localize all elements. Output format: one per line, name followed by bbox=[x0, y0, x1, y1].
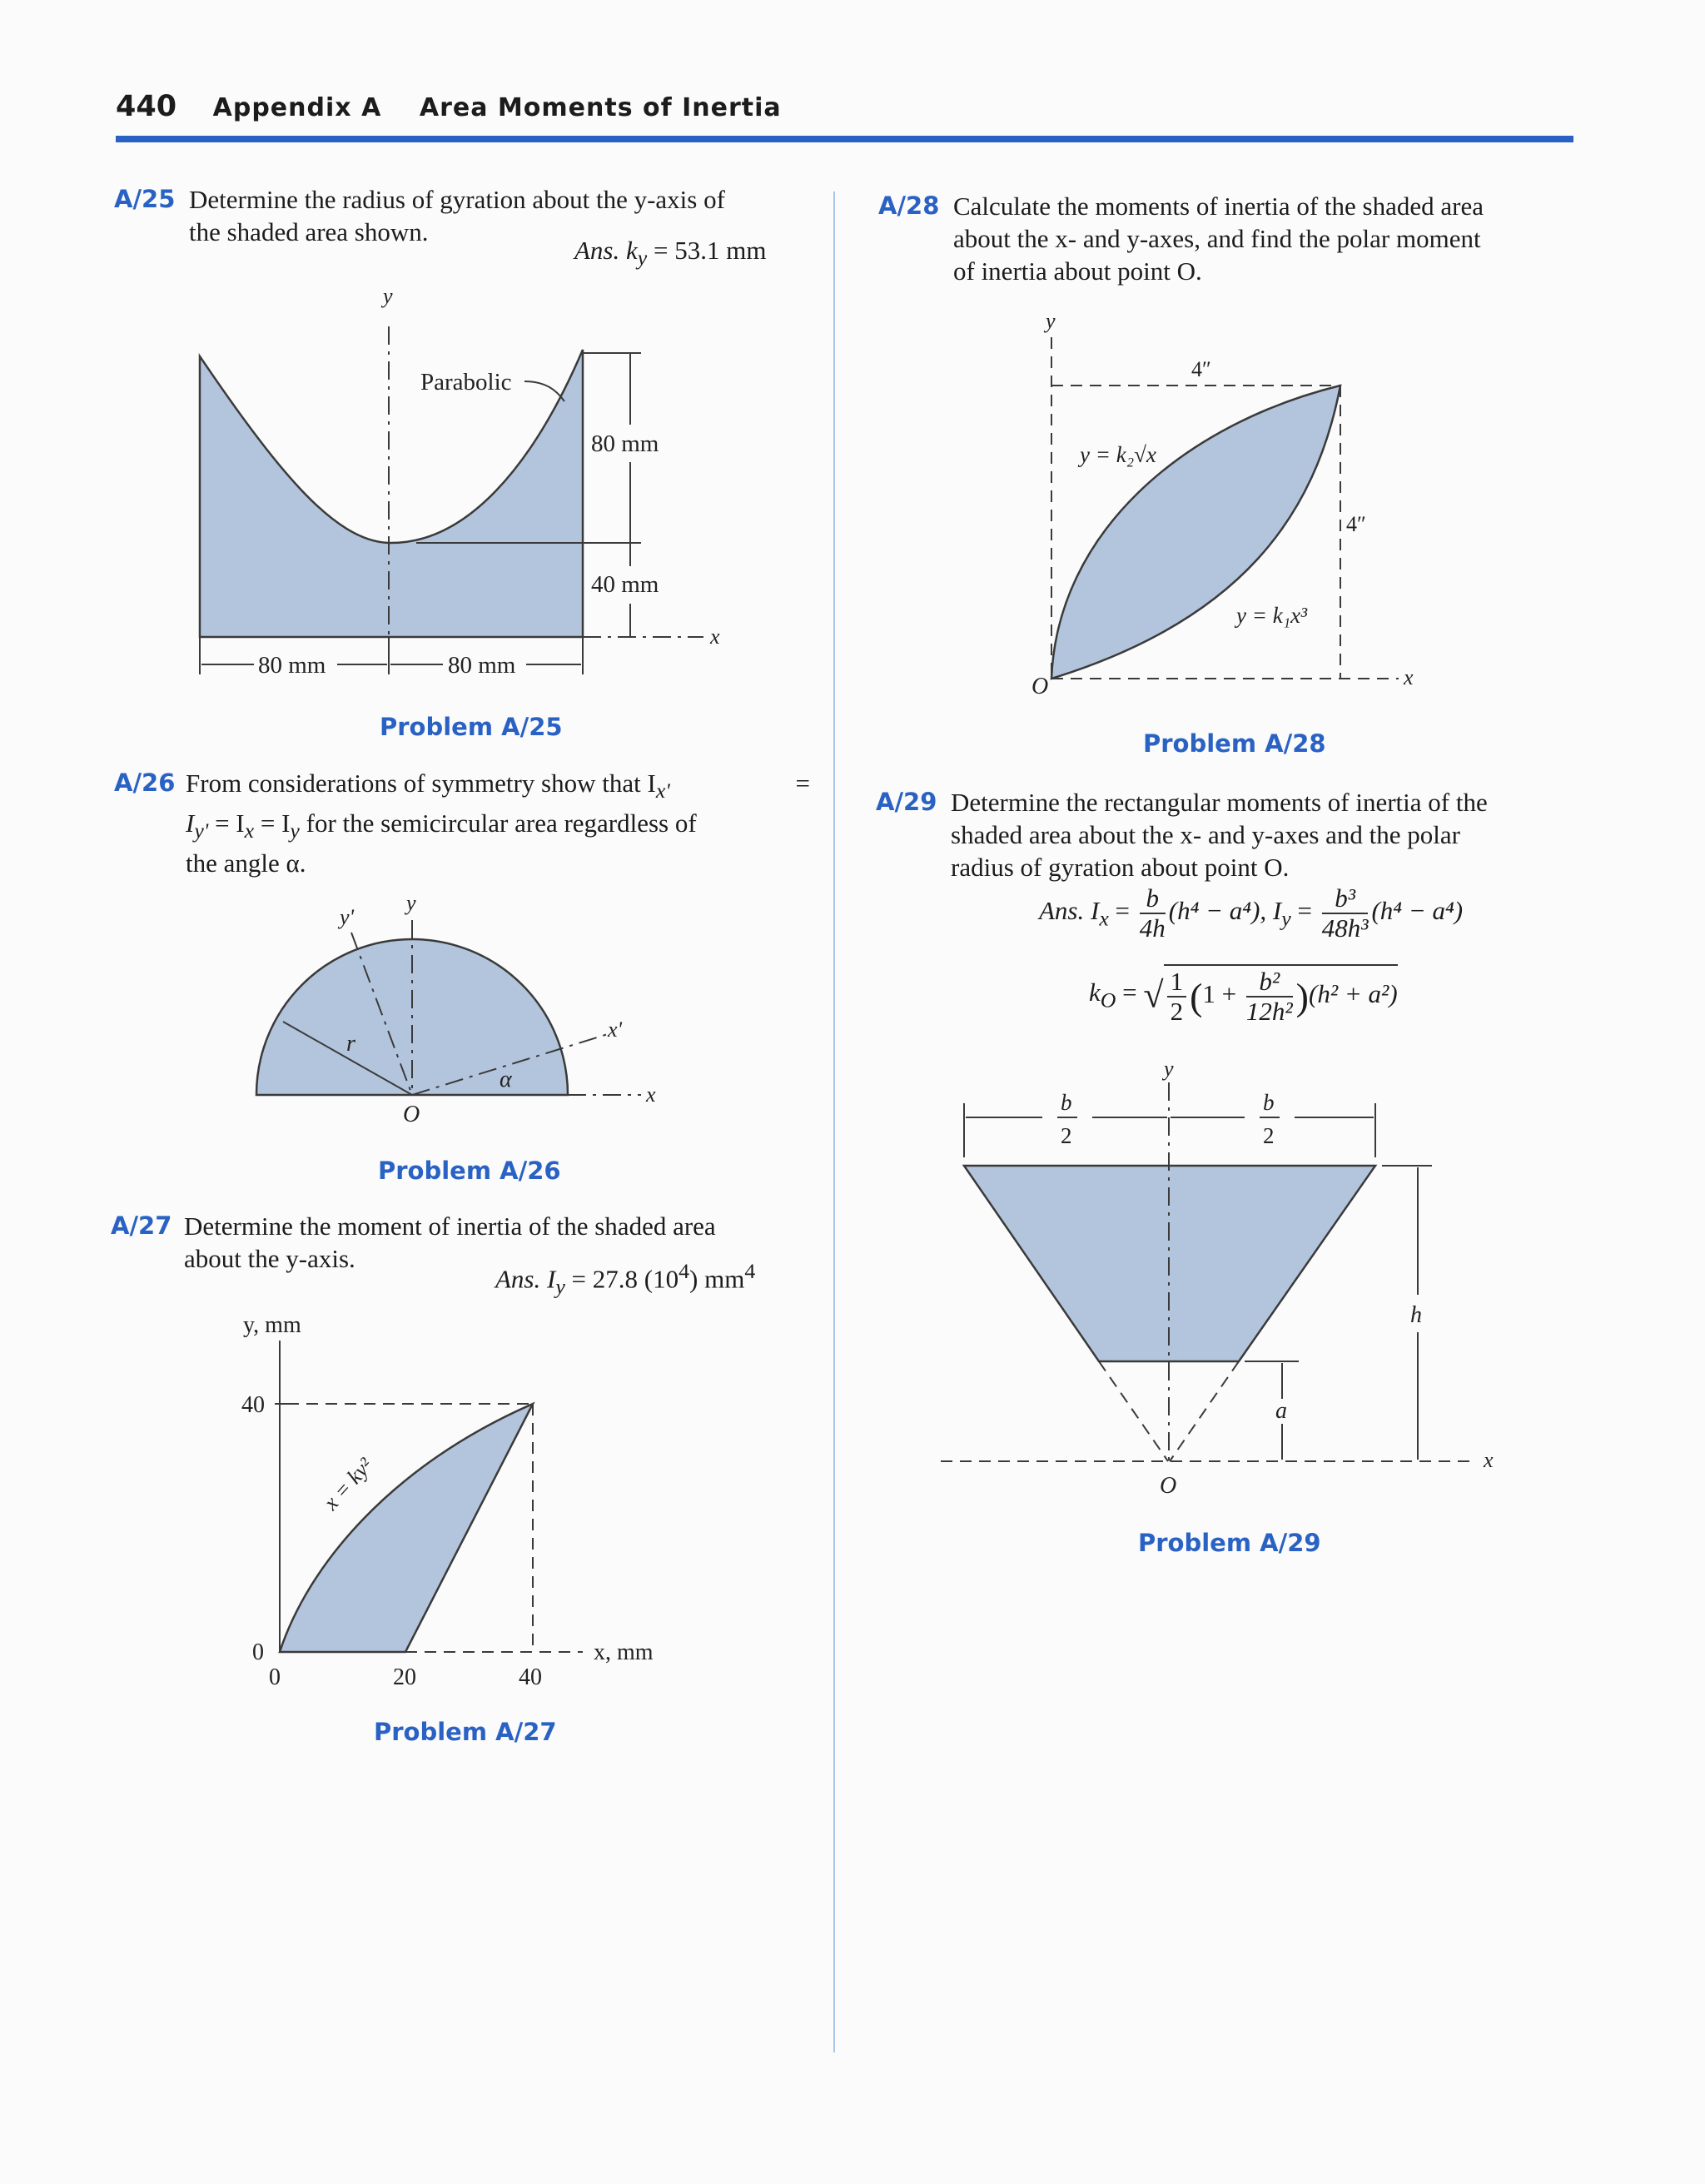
problem-text-line: Determine the radius of gyration about the y-axis of bbox=[189, 185, 725, 214]
figure-caption: Problem A/27 bbox=[374, 1718, 557, 1746]
half-width-denominator: 2 bbox=[1061, 1123, 1072, 1148]
answer-a27: Ans. $I_y = 27.8$ $(10^4)$ $mm^4$ bbox=[495, 1259, 756, 1299]
upper-curve-equation: y = k₂√x bbox=[1080, 442, 1156, 467]
section-title: Area Moments of Inertia bbox=[419, 93, 782, 122]
extension-left bbox=[1099, 1361, 1168, 1461]
y-tick-label: 0 bbox=[252, 1639, 264, 1665]
problem-number: A/26 bbox=[114, 769, 176, 797]
problem-text-line: shaded area about the x- and y-axes and the polar bbox=[951, 820, 1460, 849]
y-axis-label: y, mm bbox=[243, 1312, 301, 1338]
problem-number: A/27 bbox=[111, 1211, 172, 1240]
problem-text-line: Determine the rectangular moments of inertia of the bbox=[951, 788, 1488, 817]
lower-curve-equation: y = k₁x³ bbox=[1236, 603, 1308, 628]
origin-label: O bbox=[403, 1102, 420, 1127]
answer-a29-moments: Ans. $I_x$ = $\frac{b}{4h}$ (h⁴ − a⁴), $I_y$ = $\frac{\text{b³}}{\text{48h³}}$ (h⁴ − a⁴) bbox=[1039, 883, 1464, 943]
angle-label: α bbox=[500, 1067, 512, 1092]
fraction: $\frac{1}{2}$ bbox=[1167, 968, 1187, 1026]
offset-label: a bbox=[1275, 1398, 1287, 1424]
problem-number: A/28 bbox=[878, 192, 940, 220]
problem-number: A/29 bbox=[876, 788, 937, 816]
problem-text-line: $I_{y'} = I_x = I_y$ for the semicircular area regardless of bbox=[186, 808, 697, 843]
fraction: $\frac{b}{4h}$ bbox=[1139, 883, 1166, 943]
problem-text-line: Calculate the moments of inertia of the shaded area bbox=[953, 192, 1484, 221]
height-dimension: 4″ bbox=[1346, 512, 1366, 536]
problem-text-line: the shaded area shown. bbox=[189, 217, 429, 246]
y-axis-label: y bbox=[1164, 1057, 1174, 1081]
problem-text-line: From considerations of symmetry show that $I_{x'}$ = bbox=[186, 769, 810, 803]
dimension-label: 80 mm bbox=[448, 652, 516, 679]
problem-text-line: radius of gyration about point O. bbox=[951, 853, 1290, 882]
width-dimension: 4″ bbox=[1191, 357, 1211, 381]
problem-text-line: Determine the moment of inertia of the shaded area bbox=[184, 1211, 716, 1241]
y-prime-label: y' bbox=[340, 905, 355, 929]
x-axis-label: x bbox=[646, 1082, 656, 1107]
page-number: 440 bbox=[116, 90, 177, 123]
x-axis-label: x, mm bbox=[594, 1639, 654, 1665]
figure-caption: Problem A/28 bbox=[1143, 729, 1326, 758]
x-tick-label: 20 bbox=[393, 1664, 416, 1690]
figure-caption: Problem A/29 bbox=[1138, 1529, 1321, 1557]
dimension-label: 40 mm bbox=[591, 571, 659, 598]
appendix-label: Appendix A bbox=[212, 93, 382, 122]
dimension-label: 80 mm bbox=[258, 652, 326, 679]
y-axis-label: y bbox=[1046, 309, 1056, 333]
extension-right bbox=[1170, 1361, 1239, 1461]
problem-text-line: about the y-axis. bbox=[184, 1244, 355, 1273]
fraction: $\frac{\text{b²}}{\text{12h²}}$ bbox=[1245, 967, 1293, 1026]
y-axis-label: y bbox=[406, 891, 416, 915]
half-width-numerator: b bbox=[1263, 1090, 1275, 1115]
origin-label: O bbox=[1160, 1473, 1177, 1499]
figure-caption: Problem A/25 bbox=[380, 713, 563, 741]
origin-label: O bbox=[1031, 674, 1049, 699]
dimension-label: 80 mm bbox=[591, 430, 659, 457]
problem-text-line: the angle α. bbox=[186, 848, 306, 878]
y-tick-label: 40 bbox=[241, 1392, 265, 1418]
x-axis-label: x bbox=[710, 624, 720, 649]
problem-text-line: about the x- and y-axes, and find the polar moment bbox=[953, 224, 1481, 253]
answer-a25: Ans. $k_y = 53.1$ mm bbox=[574, 236, 767, 271]
half-width-numerator: b bbox=[1061, 1090, 1072, 1115]
x-prime-label: x' bbox=[608, 1017, 623, 1042]
x-axis-label: x bbox=[1484, 1448, 1494, 1472]
fraction: $\frac{\text{b³}}{\text{48h³}}$ bbox=[1321, 883, 1369, 943]
x-tick-label: 0 bbox=[269, 1664, 281, 1690]
half-width-denominator: 2 bbox=[1263, 1123, 1275, 1148]
problem-text-line: of inertia about point O. bbox=[953, 256, 1202, 286]
curve-equation: x = ky² bbox=[318, 1453, 378, 1515]
curve-label: Parabolic bbox=[420, 369, 512, 396]
answer-a29-radius: $k_O$ = √ $\frac{1}{2}$ (1 + $\frac{\text{b²}}{\text{12h²}}$ )(h² + a²) bbox=[1089, 964, 1398, 1026]
height-label: h bbox=[1410, 1302, 1422, 1328]
problem-number: A/25 bbox=[114, 185, 176, 213]
radius-label: r bbox=[346, 1031, 355, 1057]
figure-caption: Problem A/26 bbox=[378, 1157, 561, 1185]
y-axis-label: y bbox=[383, 284, 393, 308]
x-tick-label: 40 bbox=[519, 1664, 542, 1690]
x-axis-label: x bbox=[1404, 665, 1414, 689]
